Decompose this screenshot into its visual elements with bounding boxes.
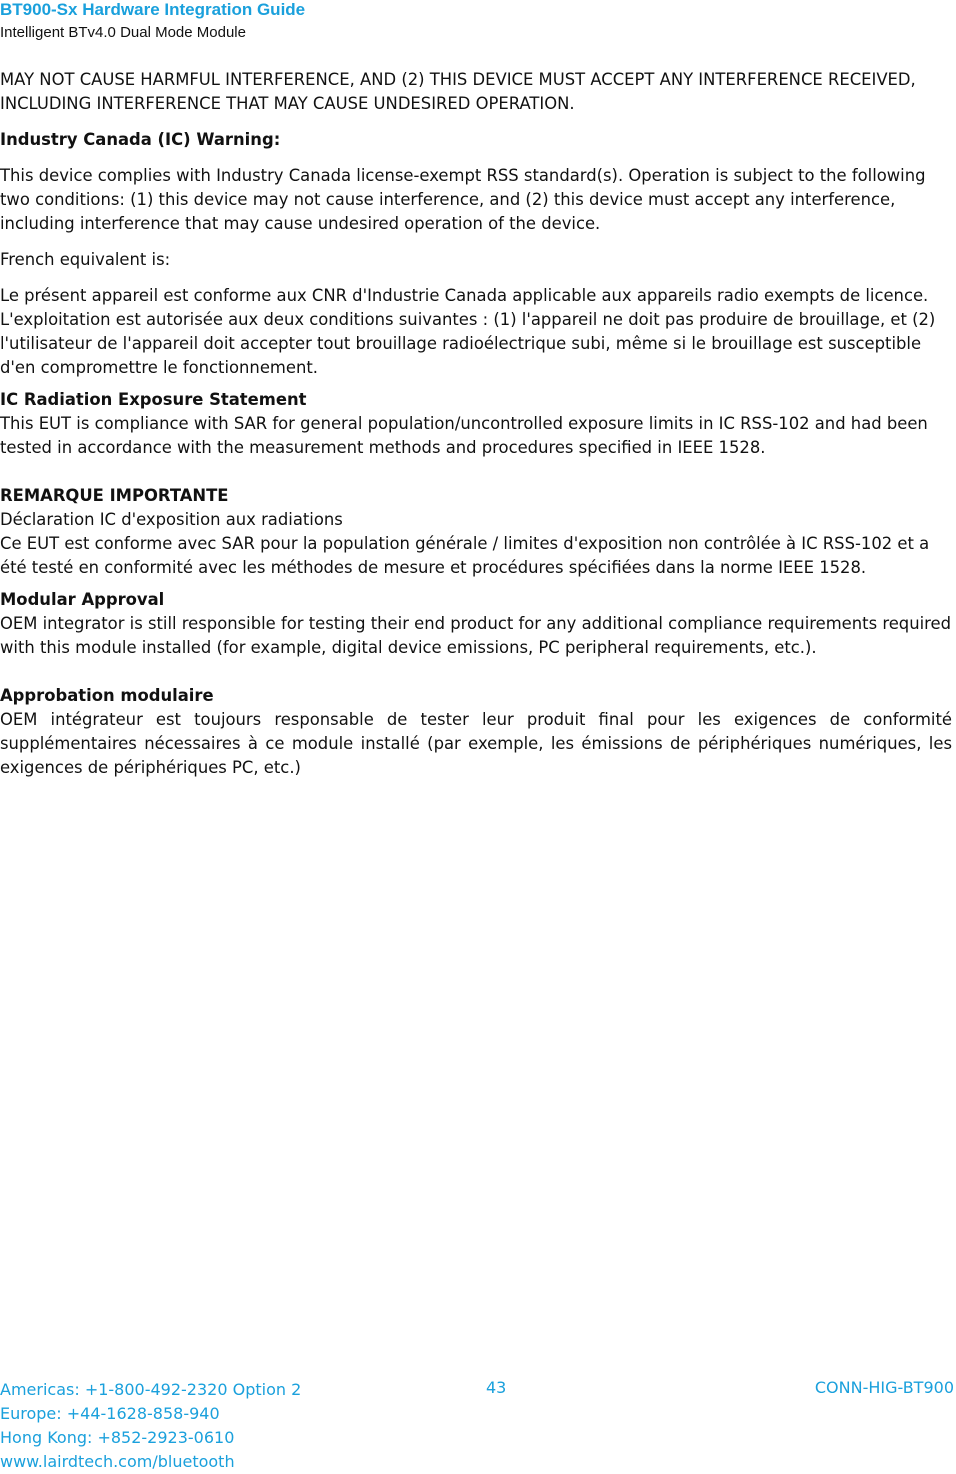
document-subtitle: Intelligent BTv4.0 Dual Mode Module <box>0 24 246 41</box>
modular-approval-paragraph: OEM integrator is still responsible for testing their end product for any additional compliance requirements required with this module installed (for example, digital device emissions, PC peripheral requirements, etc.). <box>0 614 951 657</box>
footer-contacts <box>0 1378 301 1474</box>
footer-americas-phone: Americas: +1-800-492-2320 Option 2 <box>0 1380 302 1399</box>
ic-warning-heading: Industry Canada (IC) Warning: <box>0 130 281 149</box>
ic-radiation-paragraph: This EUT is compliance with SAR for general population/uncontrolled exposure limits in IC RSS-102 and had been tested in accordance with the measurement methods and procedures specified in IEEE 1528. <box>0 414 928 457</box>
footer-europe-phone: Europe: +44-1628-858-940 <box>0 1404 220 1423</box>
footer-website-link[interactable]: www.lairdtech.com/bluetooth <box>0 1452 235 1471</box>
ic-radiation-heading: IC Radiation Exposure Statement <box>0 390 307 409</box>
remarque-paragraph: Ce EUT est conforme avec SAR pour la population générale / limites d'exposition non contrôlée à IC RSS-102 et a été testé en conformité avec les méthodes de mesure et procédures spécifiées dans la norme IEEE 1528. <box>0 534 930 577</box>
ic-warning-paragraph: This device complies with Industry Canada license-exempt RSS standard(s). Operation is subject to the following two conditions: (1) this device may not cause interference, and (2) this device must accept any interference, including interference that may cause undesired operation of the device. <box>0 166 926 233</box>
remarque-subtitle: Déclaration IC d'exposition aux radiations <box>0 510 343 529</box>
fcc-statement-continuation: MAY NOT CAUSE HARMFUL INTERFERENCE, AND (2) THIS DEVICE MUST ACCEPT ANY INTERFERENCE RECEIVED, INCLUDING INTERFERENCE THAT MAY CAUSE UNDESIRED OPERATION. <box>0 70 916 113</box>
page-number: 43 <box>486 1378 507 1397</box>
remarque-heading: REMARQUE IMPORTANTE <box>0 486 229 505</box>
footer-hongkong-phone: Hong Kong: +852-2923-0610 <box>0 1428 235 1447</box>
page-body <box>0 68 952 780</box>
modular-approval-heading: Modular Approval <box>0 590 165 609</box>
document-title: BT900-Sx Hardware Integration Guide <box>0 0 306 19</box>
french-intro: French equivalent is: <box>0 250 171 269</box>
approbation-heading: Approbation modulaire <box>0 686 214 705</box>
approbation-paragraph: OEM intégrateur est toujours responsable de tester leur produit final pour les exigences de conformité supplémentaires nécessaires à ce module installé (par exemple, les émissions de périphériques numériques, les exigences de périphériques PC, etc.) <box>0 710 952 777</box>
french-ic-paragraph: Le présent appareil est conforme aux CNR d'Industrie Canada applicable aux appareils radio exempts de licence. L'exploitation est autorisée aux deux conditions suivantes : (1) l'appareil ne doit pas produire de brouillage, et (2) l'utilisateur de l'appareil doit accepter tout brouillage radioélectrique subi, même si le brouillage est susceptible d'en compromettre le fonctionnement. <box>0 286 936 377</box>
document-code: CONN-HIG-BT900 <box>814 1378 954 1397</box>
